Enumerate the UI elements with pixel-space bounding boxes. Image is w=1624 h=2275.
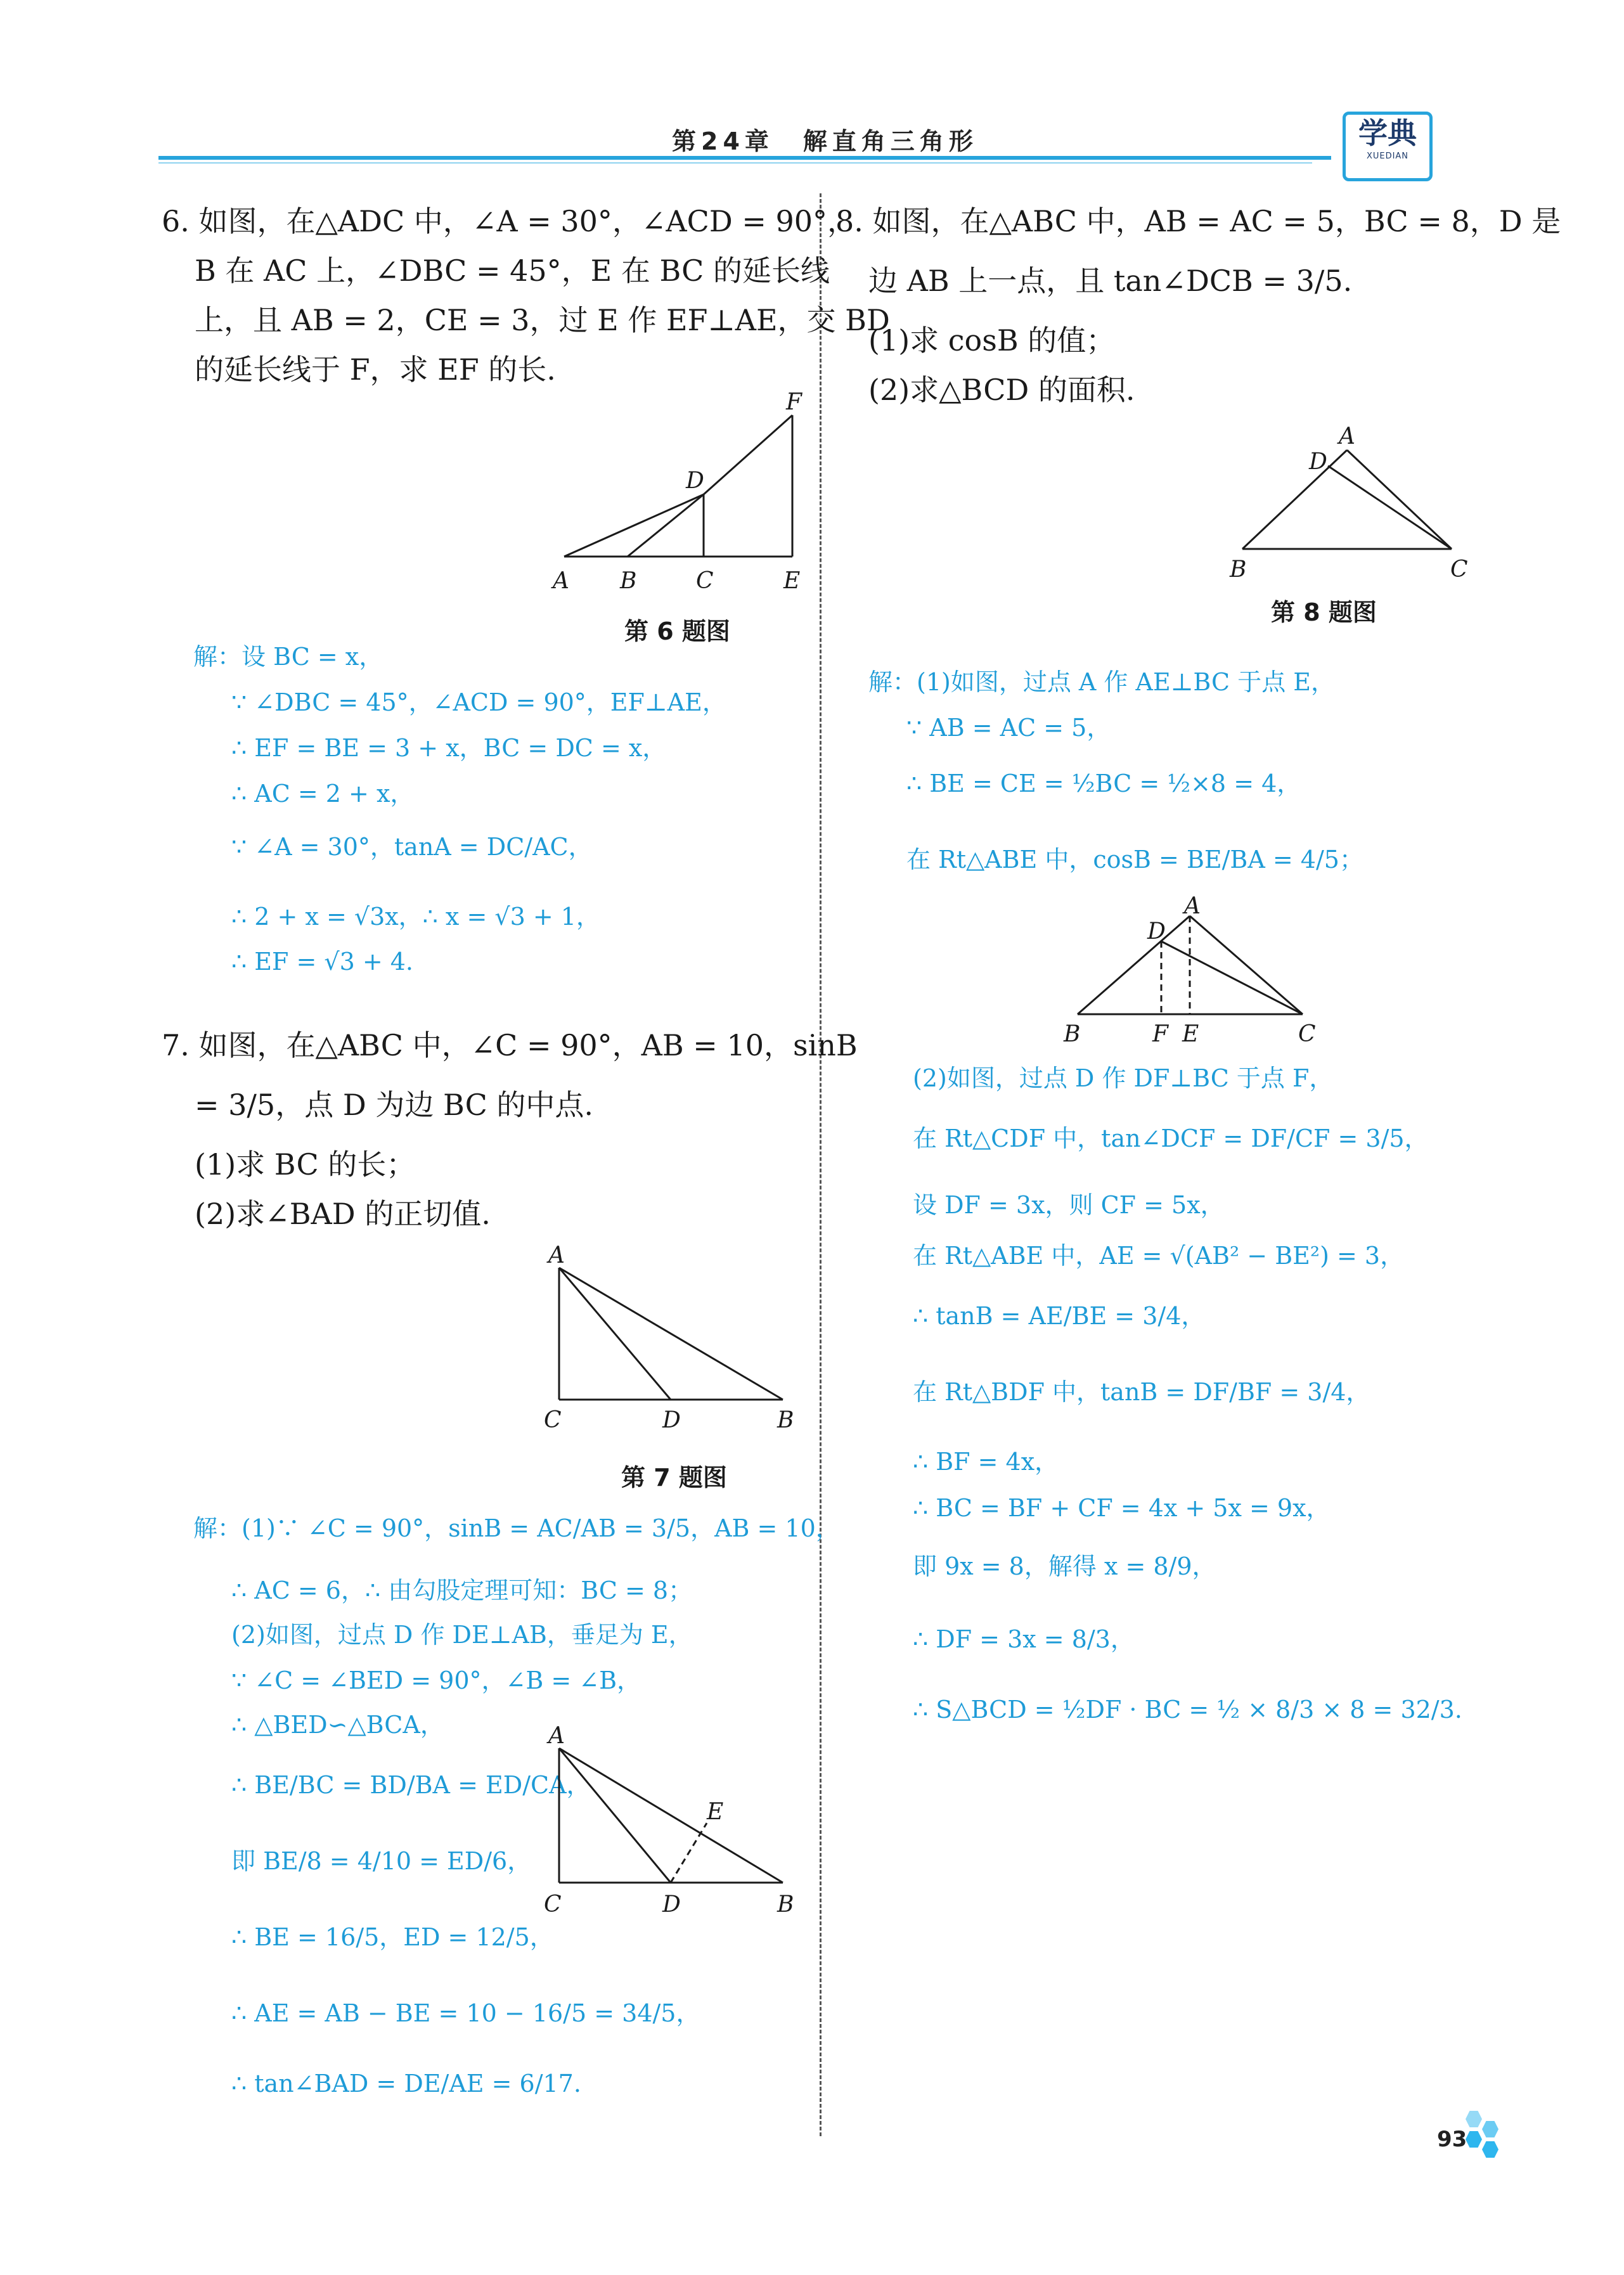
fig8s-label-e: E bbox=[1182, 1021, 1199, 1047]
problem-8-statement bbox=[835, 197, 1561, 415]
problem-6-solution bbox=[193, 637, 796, 992]
problem-6-figure bbox=[545, 387, 824, 602]
problem-8-solution-part2 bbox=[913, 1059, 1462, 1724]
problem-8-figure bbox=[1217, 418, 1483, 590]
fig8s-label-d: D bbox=[1147, 918, 1166, 944]
solution-line: 设 DF = 3x，则 CF = 5x， bbox=[913, 1191, 1225, 1219]
solution-line: ∴ BF = 4x， bbox=[913, 1448, 1059, 1476]
fig7s-label-a: A bbox=[548, 1724, 565, 1749]
fig6-label-e: E bbox=[783, 568, 801, 594]
solution-line: ∴ tan∠BAD = DE/AE = 6/17. bbox=[231, 2070, 581, 2098]
solution-line: ∴ AE = AB − BE = 10 − 16/5 = 34/5， bbox=[231, 1999, 700, 2027]
problem-8-solution-figure bbox=[1059, 891, 1337, 1049]
problem-6-statement bbox=[162, 197, 890, 394]
fig8-label-d: D bbox=[1309, 449, 1327, 475]
solution-line: ∴ EF = √3 + 4. bbox=[231, 948, 414, 976]
problem-7-solution-figure bbox=[532, 1724, 811, 1927]
problem-line: 边 AB 上一点，且 tan∠DCB = 3/5. bbox=[868, 264, 1353, 298]
fig7-label-b: B bbox=[777, 1407, 794, 1433]
fig7-label-a: A bbox=[548, 1242, 565, 1268]
fig8s-label-b: B bbox=[1064, 1021, 1081, 1047]
solution-line: 解：(1)∵ ∠C = 90°，sinB = AC/AB = 3/5，AB = 10， bbox=[193, 1514, 840, 1542]
chapter-title: 第24章 解直角三角形 bbox=[672, 127, 978, 155]
solution-line: ∴ BE = 16/5，ED = 12/5， bbox=[231, 1923, 554, 1951]
fig8s-label-a: A bbox=[1184, 893, 1201, 919]
solution-line: ∴ DF = 3x = 8/3， bbox=[913, 1625, 1135, 1653]
problem-7-figure bbox=[532, 1242, 811, 1445]
logo-subtext: XUEDIAN bbox=[1366, 151, 1409, 161]
problem-line: B 在 AC 上，∠DBC = 45°，E 在 BC 的延长线 bbox=[195, 254, 830, 288]
solution-line: (2)如图，过点 D 作 DF⊥BC 于点 F， bbox=[913, 1064, 1334, 1092]
solution-line: 即 9x = 8，解得 x = 8/9， bbox=[913, 1552, 1216, 1580]
solution-line: ∴ BC = BF + CF = 4x + 5x = 9x， bbox=[913, 1494, 1331, 1522]
fig6-label-d: D bbox=[686, 468, 704, 494]
publisher-logo bbox=[1343, 112, 1433, 181]
solution-line: ∴ EF = BE = 3 + x，BC = DC = x， bbox=[231, 734, 667, 762]
problem-line: (2)求∠BAD 的正切值. bbox=[195, 1197, 491, 1231]
figure-8-caption: 第 8 题图 bbox=[1271, 598, 1377, 626]
solution-line: ∴ BE = CE = ½BC = ½×8 = 4， bbox=[906, 770, 1301, 797]
hexagon-decoration bbox=[1466, 2131, 1482, 2148]
problem-line: = 3/5，点 D 为边 BC 的中点. bbox=[195, 1088, 594, 1122]
fig6-label-f: F bbox=[786, 389, 802, 415]
fig6-label-b: B bbox=[620, 568, 637, 594]
logo-text: 学典 bbox=[1358, 116, 1417, 150]
fig8-label-b: B bbox=[1230, 557, 1247, 583]
fig7s-label-e: E bbox=[707, 1799, 724, 1825]
fig6-label-c: C bbox=[696, 568, 714, 594]
fig6-label-a: A bbox=[553, 568, 569, 594]
fig7s-label-d: D bbox=[662, 1892, 681, 1917]
solution-line: ∴ BE/BC = BD/BA = ED/CA， bbox=[231, 1771, 591, 1799]
page-number: 93 bbox=[1437, 2127, 1467, 2152]
fig8s-label-c: C bbox=[1298, 1021, 1316, 1047]
fig7s-label-c: C bbox=[544, 1892, 562, 1917]
problem-line: 的延长线于 F，求 EF 的长. bbox=[195, 352, 556, 387]
problem-line: 7. 如图，在△ABC 中，∠C = 90°，AB = 10，sinB bbox=[162, 1028, 858, 1062]
figure-6-caption: 第 6 题图 bbox=[624, 617, 730, 645]
solution-line: ∴ △BED∽△BCA， bbox=[231, 1711, 444, 1739]
problem-line: 8. 如图，在△ABC 中，AB = AC = 5，BC = 8，D 是 bbox=[835, 204, 1561, 238]
problem-line: (1)求 BC 的长； bbox=[195, 1147, 416, 1182]
solution-line: ∵ ∠A = 30°，tanA = DC/AC， bbox=[231, 833, 593, 861]
solution-line: 即 BE/8 = 4/10 = ED/6， bbox=[231, 1847, 532, 1875]
fig8s-label-f: F bbox=[1152, 1021, 1168, 1047]
problem-8-solution-part1 bbox=[868, 662, 1439, 916]
problem-line: 上，且 AB = 2，CE = 3，过 E 作 EF⊥AE，交 BD bbox=[195, 303, 890, 337]
fig8-label-a: A bbox=[1339, 423, 1355, 449]
problem-line: 6. 如图，在△ADC 中，∠A = 30°，∠ACD = 90°， bbox=[162, 204, 857, 238]
fig7-label-c: C bbox=[544, 1407, 562, 1433]
hexagon-decoration bbox=[1482, 2121, 1498, 2137]
solution-line: 解：设 BC = x， bbox=[193, 643, 383, 671]
solution-line: ∴ tanB = AE/BE = 3/4， bbox=[913, 1302, 1206, 1330]
fig8-label-c: C bbox=[1450, 557, 1468, 583]
solution-line: 在 Rt△ABE 中，AE = √(AB² − BE²) = 3， bbox=[913, 1242, 1405, 1270]
problem-line: (2)求△BCD 的面积. bbox=[868, 373, 1135, 407]
solution-line: ∴ AC = 2 + x， bbox=[231, 780, 415, 808]
fig7s-label-b: B bbox=[777, 1892, 794, 1917]
solution-line: ∴ AC = 6，∴ 由勾股定理可知：BC = 8； bbox=[231, 1576, 693, 1604]
figure-7-caption: 第 7 题图 bbox=[621, 1464, 727, 1492]
header-rule-thin bbox=[158, 162, 1312, 164]
solution-line: 在 Rt△BDF 中，tanB = DF/BF = 3/4， bbox=[913, 1378, 1370, 1406]
solution-line: ∴ 2 + x = √3x，∴ x = √3 + 1， bbox=[231, 903, 600, 931]
fig7-label-d: D bbox=[662, 1407, 681, 1433]
solution-line: ∵ AB = AC = 5， bbox=[906, 714, 1111, 742]
solution-line: (2)如图，过点 D 作 DE⊥AB，垂足为 E， bbox=[231, 1621, 693, 1649]
solution-line: ∵ ∠C = ∠BED = 90°，∠B = ∠B， bbox=[231, 1666, 641, 1694]
solution-line: 解：(1)如图，过点 A 作 AE⊥BC 于点 E， bbox=[868, 668, 1336, 696]
problem-7-statement bbox=[162, 1021, 858, 1239]
hexagon-decoration bbox=[1482, 2141, 1498, 2158]
solution-line: ∵ ∠DBC = 45°，∠ACD = 90°，EF⊥AE， bbox=[231, 688, 726, 716]
solution-line: ∴ S△BCD = ½DF · BC = ½ × 8/3 × 8 = 32/3. bbox=[913, 1696, 1462, 1724]
problem-line: (1)求 cosB 的值； bbox=[868, 323, 1116, 358]
solution-line: 在 Rt△ABE 中，cosB = BE/BA = 4/5； bbox=[906, 846, 1363, 873]
solution-line: 在 Rt△CDF 中，tan∠DCF = DF/CF = 3/5， bbox=[913, 1125, 1429, 1152]
hexagon-decoration bbox=[1466, 2111, 1482, 2127]
